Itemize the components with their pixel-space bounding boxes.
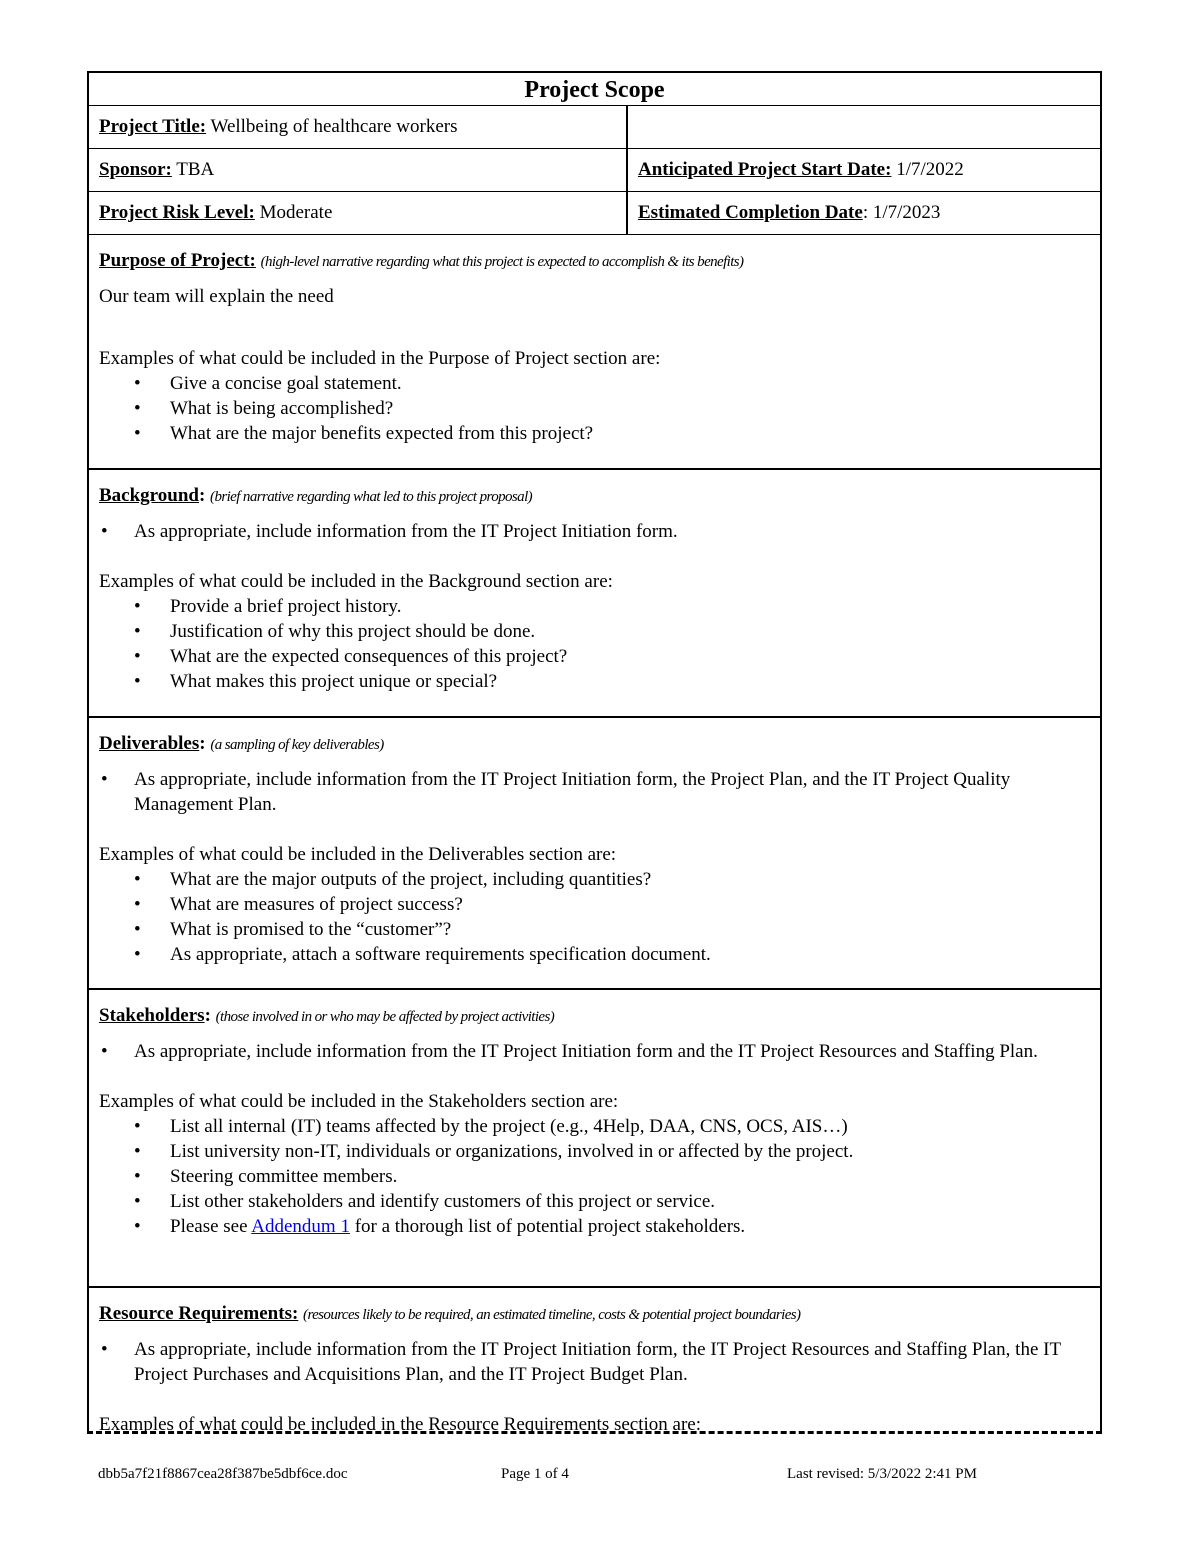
footer-last-revised: Last revised: 5/3/2022 2:41 PM xyxy=(787,1466,977,1482)
background-heading xyxy=(99,484,1090,509)
page-break-divider xyxy=(87,1431,1102,1434)
row-risk xyxy=(89,192,1100,235)
list-item: • What are the major benefits expected from this project? xyxy=(99,421,1090,446)
background-examples-list xyxy=(99,594,1090,694)
completion-date-cell xyxy=(628,192,1100,234)
deliverables-heading xyxy=(99,732,1090,757)
project-title-label: Project Title: xyxy=(99,116,207,137)
addendum-1-link[interactable]: Addendum 1 xyxy=(251,1216,350,1237)
purpose-examples-intro: Examples of what could be included in the Purpose of Project section are: xyxy=(99,348,661,369)
sponsor-value: TBA xyxy=(176,159,215,180)
resources-title: Resource Requirements: xyxy=(99,1303,299,1324)
sponsor-label: Sponsor: xyxy=(99,159,172,180)
stakeholders-colon: : xyxy=(204,1005,211,1026)
background-bullets xyxy=(99,519,1090,544)
list-item: • List university non-IT, individuals or organizations, involved in or affected by the project. xyxy=(99,1139,1090,1164)
purpose-heading xyxy=(99,249,1090,274)
sponsor-cell xyxy=(89,149,628,191)
project-scope-document xyxy=(87,71,1102,1433)
stakeholders-bullets xyxy=(99,1039,1090,1064)
completion-date-label: Estimated Completion Date xyxy=(638,202,863,223)
list-item: • List all internal (IT) teams affected by the project (e.g., 4Help, DAA, CNS, OCS, AIS…) xyxy=(99,1114,1090,1139)
project-title-value: Wellbeing of healthcare workers xyxy=(210,116,458,137)
risk-value: Moderate xyxy=(259,202,333,223)
deliverables-note: (a sampling of key deliverables) xyxy=(210,737,384,753)
start-date-value: 1/7/2022 xyxy=(896,159,964,180)
background-note: (brief narrative regarding what led to this project proposal) xyxy=(210,489,533,505)
deliverables-section xyxy=(89,718,1100,990)
resource-requirements-section xyxy=(89,1288,1100,1433)
risk-cell xyxy=(89,192,628,234)
list-item: • As appropriate, attach a software requirements specification document. xyxy=(99,942,1090,967)
start-date-label: Anticipated Project Start Date: xyxy=(638,159,892,180)
background-title: Background xyxy=(99,485,199,506)
resources-examples-intro: Examples of what could be included in the Resource Requirements section are: xyxy=(99,1414,702,1433)
list-item: • What are measures of project success? xyxy=(99,892,1090,917)
completion-date-value: : 1/7/2023 xyxy=(862,202,941,223)
project-title-cell xyxy=(89,106,628,148)
list-item: • What are the major outputs of the project, including quantities? xyxy=(99,867,1090,892)
footer-page-number: Page 1 of 4 xyxy=(501,1466,569,1482)
list-item xyxy=(99,1214,1090,1239)
addendum-prefix: Please see xyxy=(170,1216,252,1237)
stakeholders-examples-list xyxy=(99,1114,1090,1239)
risk-label: Project Risk Level: xyxy=(99,202,255,223)
list-item: • What is being accomplished? xyxy=(99,396,1090,421)
list-item: • What is promised to the “customer”? xyxy=(99,917,1090,942)
start-date-cell xyxy=(628,149,1100,191)
deliverables-title: Deliverables xyxy=(99,733,200,754)
empty-cell xyxy=(628,106,1100,148)
stakeholders-note: (those involved in or who may be affected by project activities) xyxy=(215,1009,555,1025)
list-item: • As appropriate, include information from the IT Project Initiation form, the Project Plan, and the IT Project Quality Management Plan. xyxy=(99,767,1090,817)
purpose-section xyxy=(89,235,1100,470)
list-item: • As appropriate, include information from the IT Project Initiation form and the IT Project Resources and Staffing Plan. xyxy=(99,1039,1090,1064)
footer-filename: dbb5a7f21f8867cea28f387be5dbf6ce.doc xyxy=(98,1466,348,1482)
list-item: • As appropriate, include information from the IT Project Initiation form, the IT Project Resources and Staffing Plan, the IT Project Purchases and Acquisitions Plan, and the IT Project Budget Plan. xyxy=(99,1337,1090,1387)
stakeholders-examples-intro: Examples of what could be included in the Stakeholders section are: xyxy=(99,1091,619,1112)
resources-heading xyxy=(99,1302,1090,1327)
row-sponsor xyxy=(89,149,1100,192)
row-title xyxy=(89,106,1100,149)
list-item: • As appropriate, include information from the IT Project Initiation form. xyxy=(99,519,1090,544)
purpose-title: Purpose of Project: xyxy=(99,250,256,271)
page-title: Project Scope xyxy=(89,73,1100,106)
stakeholders-section xyxy=(89,990,1100,1288)
list-item: • Steering committee members. xyxy=(99,1164,1090,1189)
stakeholders-title: Stakeholders xyxy=(99,1005,205,1026)
addendum-suffix: for a thorough list of potential project stakeholders. xyxy=(349,1216,746,1237)
background-examples-intro: Examples of what could be included in the Background section are: xyxy=(99,571,613,592)
purpose-note: (high-level narrative regarding what this project is expected to accomplish & its benefits) xyxy=(260,254,744,270)
resources-bullets xyxy=(99,1337,1090,1387)
purpose-examples-list xyxy=(99,371,1090,446)
resources-note: (resources likely to be required, an estimated timeline, costs & potential project boundaries) xyxy=(303,1307,801,1323)
deliverables-examples-list xyxy=(99,867,1090,967)
deliverables-examples-intro: Examples of what could be included in the Deliverables section are: xyxy=(99,844,617,865)
background-colon: : xyxy=(198,485,206,506)
background-section xyxy=(89,470,1100,718)
stakeholders-heading xyxy=(99,1004,1090,1029)
list-item: • What are the expected consequences of this project? xyxy=(99,644,1090,669)
list-item: • What makes this project unique or special? xyxy=(99,669,1090,694)
list-item: • Provide a brief project history. xyxy=(99,594,1090,619)
purpose-text: Our team will explain the need xyxy=(99,286,334,307)
list-item: • List other stakeholders and identify customers of this project or service. xyxy=(99,1189,1090,1214)
deliverables-bullets xyxy=(99,767,1090,817)
deliverables-colon: : xyxy=(199,733,206,754)
list-item: • Justification of why this project should be done. xyxy=(99,619,1090,644)
list-item: • Give a concise goal statement. xyxy=(99,371,1090,396)
